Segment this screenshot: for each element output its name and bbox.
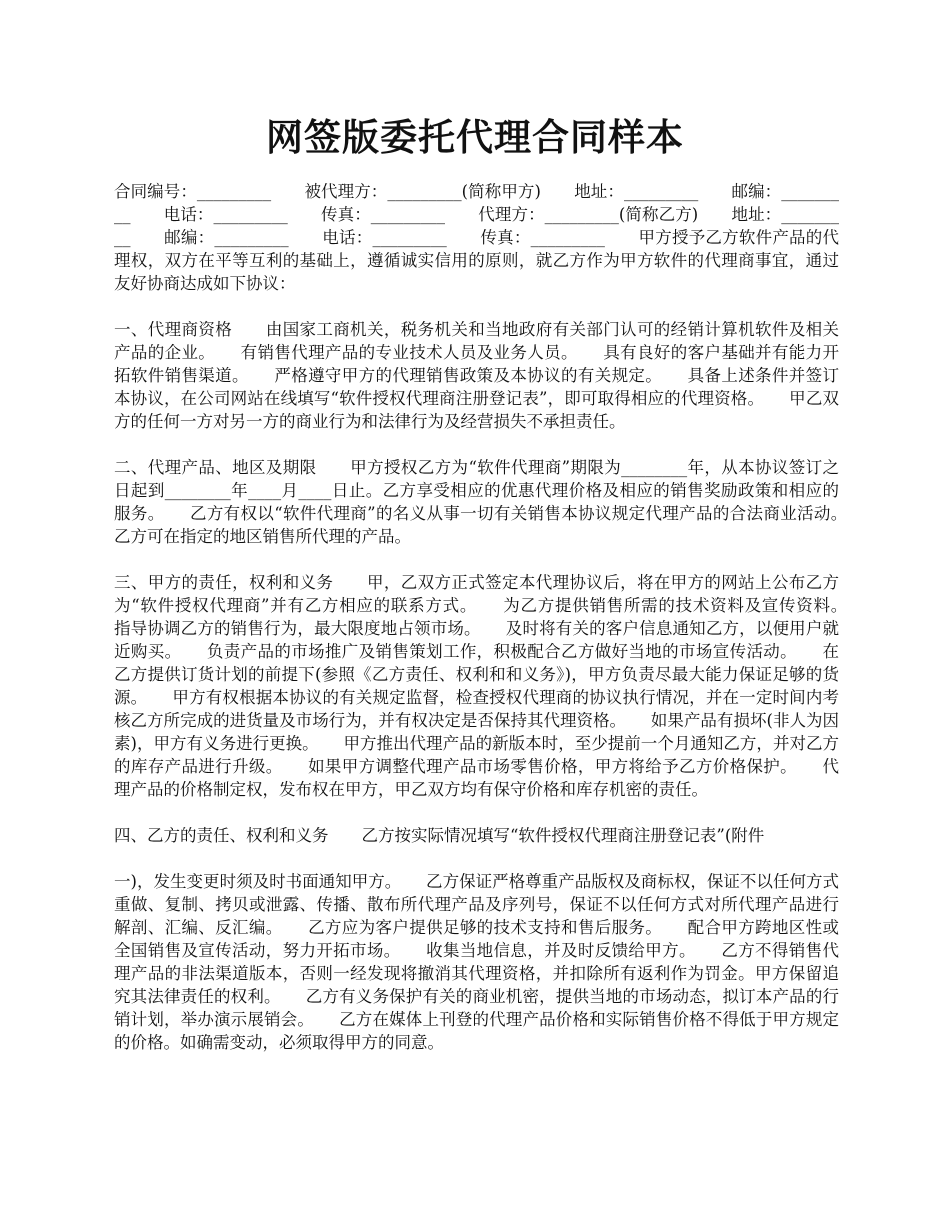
document-body <box>114 180 872 1077</box>
paragraph-parties: 合同编号：_________ 被代理方：_________(简称甲方) 地址：_________ 邮编：_________ 电话：_________ 传真：_________ 代理方：_________(简称乙方) 地址：_________ 邮编：_________ 电话：_________ 传真：_________ 甲方授予乙方软件产品的代理权，双方在平等互利的基础上，遵循诚实信用的原则，就乙方作为甲方软件的代理商事宜，通过友好协商达成如下协议： <box>114 182 839 293</box>
paragraph-party-b-duties: 一)，发生变更时须及时书面通知甲方。 乙方保证严格尊重产品版权及商标权，保证不以任何方式重做、复制、拷贝或泄露、传播、散布所代理产品及序列号，保证不以任何方式对所代理产品进行解剖、汇编、反汇编。 乙方应为客户提供足够的技术支持和售后服务。 配合甲方跨地区性或全国销售及宣传活动，努力开拓市场。 收集当地信息，并及时反馈给甲方。 乙方不得销售代理产品的非法渠道版本，否则一经发现将撤消其代理资格，并扣除所有返利作为罚金。甲方保留追究其法律责任的权利。 乙方有义务保护有关的商业机密，提供当地的市场动态，拟订本产品的行销计划，举办演示展销会。 乙方在媒体上刊登的代理产品价格和实际销售价格不得低于甲方规定的价格。如确需变动，必须取得甲方的同意。 <box>114 872 839 1052</box>
paragraph-products-region-term: 二、代理产品、地区及期限 甲方授权乙方为“软件代理商”期限为________年，从本协议签订之日起到________年____月____日止。乙方享受相应的优惠代理价格及相应的销售奖励政策和相应的服务。 乙方有权以“软件代理商”的名义从事一切有关销售本协议规定代理产品的合法商业活动。 乙方可在指定的地区销售所代理的产品。 <box>114 458 872 546</box>
paragraph-party-a-duties: 三、甲方的责任，权利和义务 甲，乙双方正式签定本代理协议后，将在甲方的网站上公布乙方为“软件授权代理商”并有乙方相应的联系方式。 为乙方提供销售所需的技术资料及宣传资料。 指导协调乙方的销售行为，最大限度地占领市场。 及时将有关的客户信息通知乙方，以便用户就近购买。 负责产品的市场推广及销售策划工作，积极配合乙方做好当地的市场宣传活动。 在乙方提供订货计划的前提下(参照《乙方责任、权利和和义务》)，甲方负责尽最大能力保证足够的货源。 甲方有权根据本协议的有关规定监督，检查授权代理商的协议执行情况，并在一定时间内考核乙方所完成的进货量及市场行为，并有权决定是否保持其代理资格。 如果产品有损坏(非人为因素)，甲方有义务进行更换。 甲方推出代理产品的新版本时，至少提前一个月通知乙方，并对乙方的库存产品进行升级。 如果甲方调整代理产品市场零售价格，甲方将给予乙方价格保护。 代理产品的价格制定权，发布权在甲方，甲乙双方均有保守价格和库存机密的责任。 <box>114 573 872 799</box>
page-title: 网签版委托代理合同样本 <box>266 115 684 159</box>
paragraph-party-b-heading: 四、乙方的责任、权利和义务 乙方按实际情况填写“软件授权代理商注册登记表”(附件 <box>114 826 765 845</box>
paragraph-agent-qualification: 一、代理商资格 由国家工商机关，税务机关和当地政府有关部门认可的经销计算机软件及相关产品的企业。 有销售代理产品的专业技术人员及业务人员。 具有良好的客户基础并有能力开拓软件销售渠道。 严格遵守甲方的代理销售政策及本协议的有关规定。 具备上述条件并签订本协议，在公司网站在线填写“软件授权代理商注册登记表”，即可取得相应的代理资格。 甲乙双方的任何一方对另一方的商业行为和法律行为及经营损失不承担责任。 <box>114 320 839 431</box>
